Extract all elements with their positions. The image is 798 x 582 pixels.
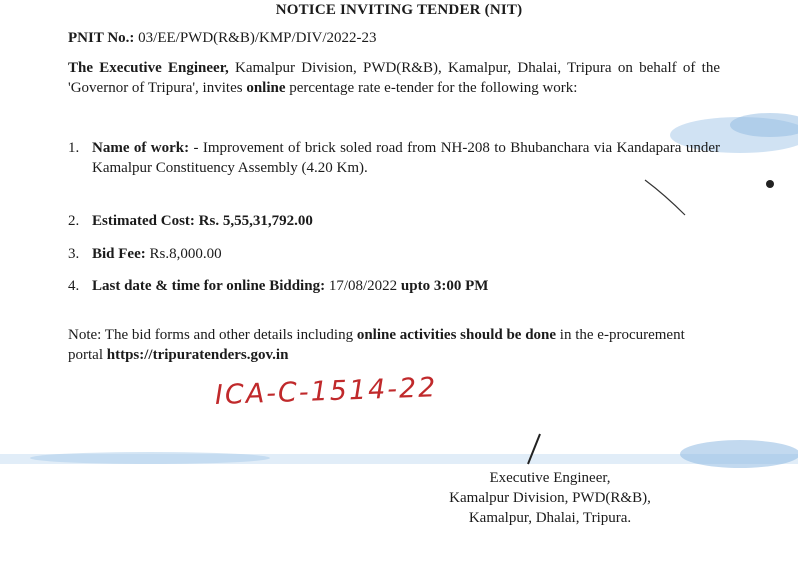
note-part1: Note: The bid forms and other details including bbox=[68, 327, 357, 343]
intro-paragraph bbox=[68, 58, 720, 98]
item-number: 1. bbox=[68, 140, 80, 156]
item-value: - Improvement of brick soled road from NH-208 to Bhubanchara via Kandapara under Kamalpur Constituency Assembly (4.20 Km). bbox=[92, 140, 720, 176]
ink-dot bbox=[764, 178, 776, 190]
list-item-estimated-cost bbox=[68, 211, 720, 231]
ica-handwritten-code: ICA-C-1514-22 bbox=[214, 372, 438, 411]
item-value: Rs.8,000.00 bbox=[145, 246, 222, 262]
item-extra: upto 3:00 PM bbox=[397, 278, 489, 294]
item-number: 3. bbox=[68, 246, 80, 262]
item-label: Last date & time for online Bidding: bbox=[92, 278, 326, 294]
item-label: Bid Fee: bbox=[92, 246, 146, 262]
pnit-value: 03/EE/PWD(R&B)/KMP/DIV/2022-23 bbox=[138, 30, 377, 46]
intro-online: online bbox=[246, 80, 286, 96]
item-number: 2. bbox=[68, 213, 80, 229]
note-paragraph bbox=[68, 325, 720, 365]
item-value: Rs. 5,55,31,792.00 bbox=[194, 213, 313, 229]
intro-body: Kamalpur Division, PWD(R&B), Kamalpur, Dhalai, Tripura on behalf of the 'Governor of Tripura', invites bbox=[68, 60, 720, 96]
signatory-location: Kamalpur, Dhalai, Tripura. bbox=[468, 510, 632, 526]
list-item-bid-fee bbox=[68, 244, 720, 264]
item-label: Name of work: bbox=[92, 140, 190, 156]
intro-authority: The Executive Engineer, bbox=[68, 60, 229, 76]
signatory-division: Kamalpur Division, PWD(R&B), bbox=[449, 490, 651, 506]
item-value: 17/08/2022 bbox=[325, 278, 398, 294]
note-part3: in the e-procurement portal bbox=[68, 327, 685, 363]
signatory-block bbox=[420, 468, 680, 528]
signature-stroke bbox=[520, 432, 550, 468]
pen-mark bbox=[640, 175, 700, 225]
signatory-title: Executive Engineer, bbox=[489, 470, 611, 486]
list-item-last-date bbox=[68, 276, 720, 296]
notice-title: NOTICE INVITING TENDER (NIT) bbox=[275, 2, 523, 18]
pnit-label: PNIT No.: bbox=[68, 30, 135, 46]
list-item-name-of-work bbox=[68, 138, 720, 178]
item-label: Estimated Cost: bbox=[92, 213, 195, 229]
pnit-reference bbox=[68, 30, 377, 47]
note-portal-url: https://tripuratenders.gov.in bbox=[106, 347, 289, 363]
intro-tail: percentage rate e-tender for the following work: bbox=[285, 80, 578, 96]
note-part2: online activities should be done bbox=[356, 327, 557, 343]
item-number: 4. bbox=[68, 278, 80, 294]
